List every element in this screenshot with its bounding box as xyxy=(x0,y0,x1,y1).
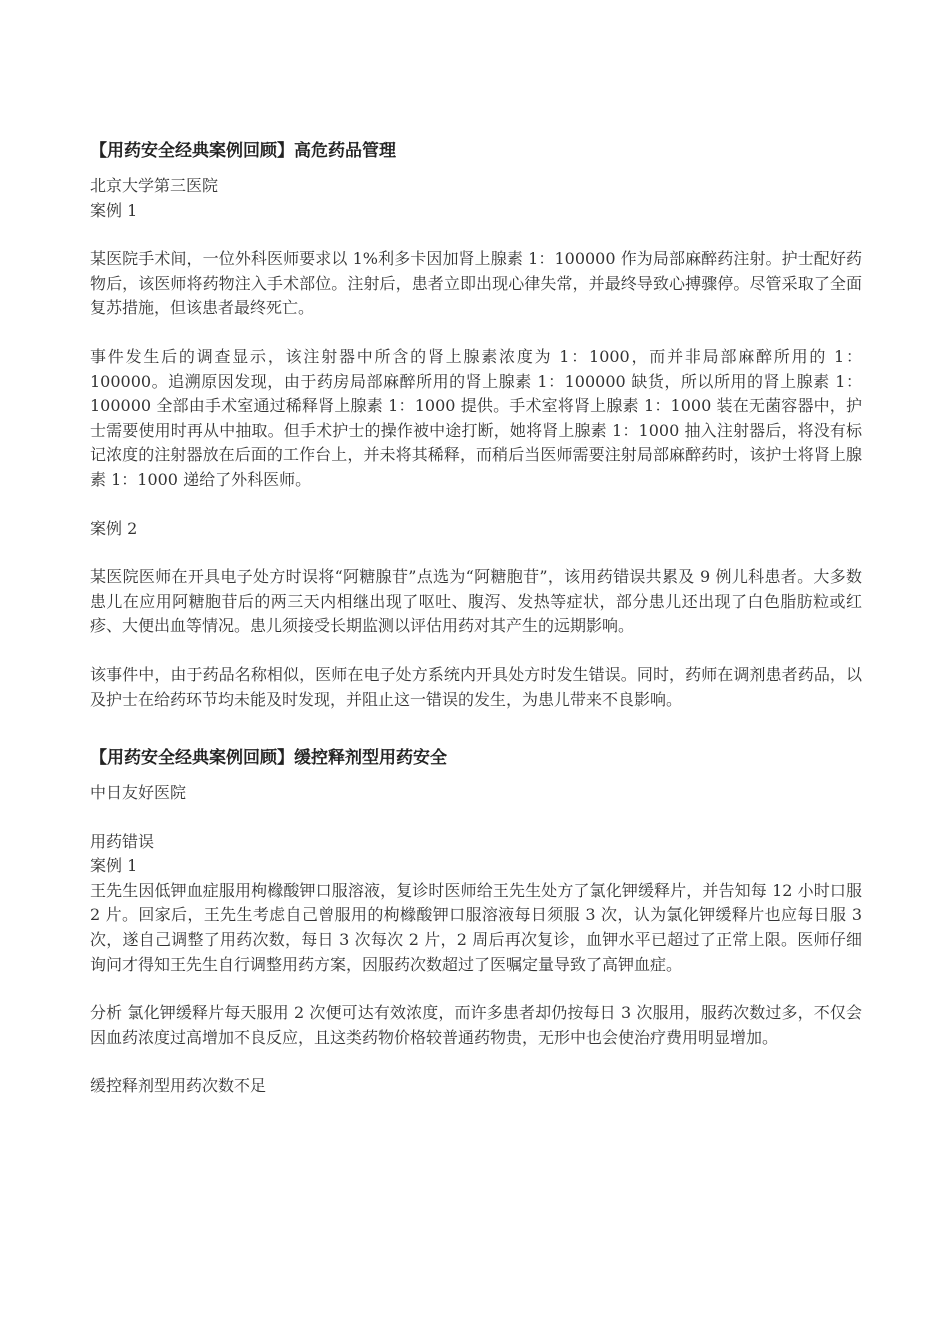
document-page xyxy=(90,139,862,1099)
section2-analysis-paragraph: 分析 氯化钾缓释片每天服用 2 次便可达有效浓度，而许多患者却仍按每日 3 次服用，服药次数过多，不仅会因血药浓度过高增加不良反应，且这类药物价格较普通药物贵，无形中也会使治疗费用明显增加。 xyxy=(90,1003,862,1047)
section1-case1-label: 案例 1 xyxy=(90,200,138,220)
section1-case1-paragraph-1: 某医院手术间，一位外科医师要求以 1%利多卡因加肾上腺素 1：100000 作为局部麻醉药注射。护士配好药物后，该医师将药物注入手术部位。注射后，患者立即出现心律失常，并最终导致心搏骤停。尽管采取了全面复苏措施，但该患者最终死亡。 xyxy=(90,249,862,318)
section2-title: 【用药安全经典案例回顾】缓控释剂型用药安全 xyxy=(90,748,447,769)
section2-case1-paragraph: 王先生因低钾血症服用枸橼酸钾口服溶液，复诊时医师给王先生处方了氯化钾缓释片，并告知每 12 小时口服 2 片。回家后，王先生考虑自己曾服用的枸橼酸钾口服溶液每日须服 3 次，认为氯化钾缓释片也应每日服 3 次，遂自己调整了用药次数，每日 3 次每次 2 片，2 周后再次复诊，血钾水平已超过了正常上限。医师仔细询问才得知王先生自行调整用药方案，因服药次数超过了医嘱定量导致了高钾血症。 xyxy=(90,880,862,974)
section1-hospital: 北京大学第三医院 xyxy=(90,176,219,195)
section2-hospital: 中日友好医院 xyxy=(90,783,187,803)
section2-next-label: 缓控释剂型用药次数不足 xyxy=(90,1076,267,1096)
section1-title: 【用药安全经典案例回顾】高危药品管理 xyxy=(90,141,396,161)
section1-case2-paragraph-2: 该事件中，由于药品名称相似，医师在电子处方系统内开具处方时发生错误。同时，药师在调剂患者药品，以及护士在给药环节均未能及时发现，并阻止这一错误的发生，为患儿带来不良影响。 xyxy=(90,664,862,709)
section1-case2-label: 案例 2 xyxy=(90,518,138,538)
section2-case1-label: 案例 1 xyxy=(90,856,138,876)
section2-sub-label: 用药错误 xyxy=(90,831,155,851)
section1-case2-paragraph-1: 某医院医师在开具电子处方时误将“阿糖腺苷”点选为“阿糖胞苷”，该用药错误共累及 9 例儿科患者。大多数患儿在应用阿糖胞苷后的两三天内相继出现了呕吐、腹泻、发热等症状，部分患儿还出现了白色脂肪粒或红疹、大便出血等情况。患儿须接受长期监测以评估用药对其产生的远期影响。 xyxy=(90,567,862,636)
section1-case1-paragraph-2: 事件发生后的调查显示，该注射器中所含的肾上腺素浓度为 1：1000，而并非局部麻醉所用的 1：100000。追溯原因发现，由于药房局部麻醉所用的肾上腺素 1：100000 缺货，所以所用的肾上腺素 1：100000 全部由手术室通过稀释肾上腺素 1：1000 提供。手术室将肾上腺素 1：1000 装在无菌容器中，护士需要使用时再从中抽取。但手术护士的操作被中途打断，她将肾上腺素 1：1000 抽入注射器后，将没有标记浓度的注射器放在后面的工作台上，并未将其稀释，而稍后当医师需要注射局部麻醉药时，该护士将肾上腺素 1：1000 递给了外科医师。 xyxy=(90,346,862,489)
